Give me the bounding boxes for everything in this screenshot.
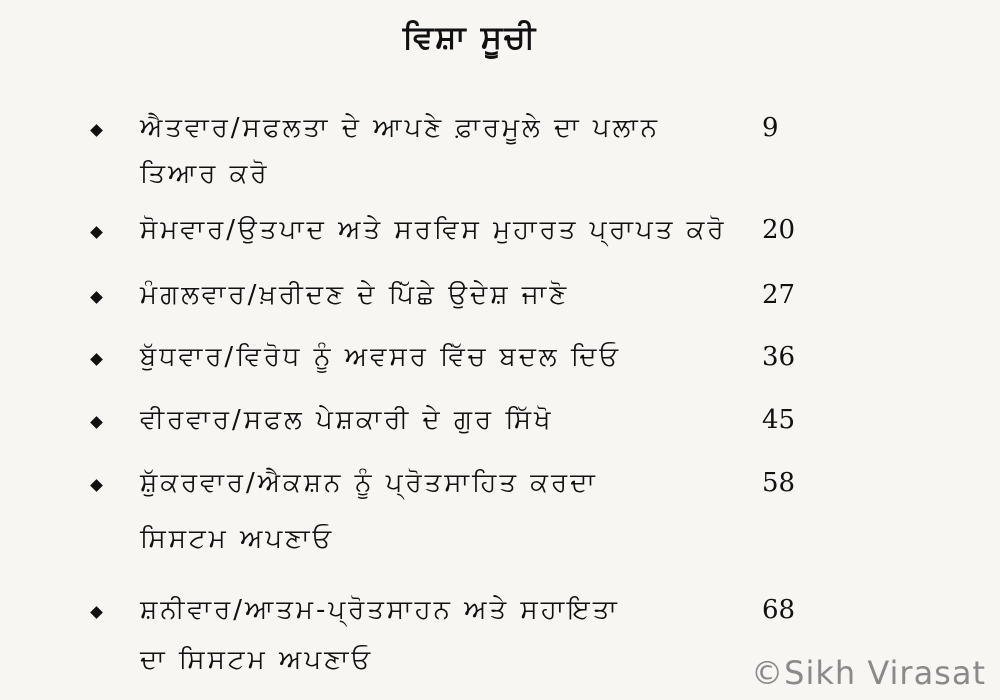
diamond-bullet-icon	[90, 416, 103, 429]
toc-entry-title-continued: ਦਾ ਸਿਸਟਮ ਅਪਣਾਓ	[140, 645, 374, 675]
toc-entry-title: ਐਤਵਾਰ/ਸਫਲਤਾ ਦੇ ਆਪਣੇ ਫ਼ਾਰਮੂਲੇ ਦਾ ਪਲਾਨ	[140, 113, 660, 143]
toc-entry-title: ਸ਼ੁੱਕਰਵਾਰ/ਐਕਸ਼ਨ ਨੂੰ ਪ੍ਰੋਤਸਾਹਿਤ ਕਰਦਾ	[140, 468, 598, 498]
toc-page-number: 68	[762, 595, 796, 625]
toc-page-number: 58	[762, 468, 796, 498]
diamond-bullet-icon	[90, 124, 103, 137]
page-title: ਵਿਸ਼ਾ ਸੂਚੀ	[402, 18, 538, 56]
toc-entry-title: ਮੰਗਲਵਾਰ/ਖ਼ਰੀਦਣ ਦੇ ਪਿੱਛੇ ਉਦੇਸ਼ ਜਾਣੋ	[140, 280, 570, 310]
toc-page-number: 45	[762, 405, 796, 435]
toc-entry-title-continued: ਤਿਆਰ ਕਰੋ	[140, 159, 270, 189]
toc-entry-title: ਬੁੱਧਵਾਰ/ਵਿਰੋਧ ਨੂੰ ਅਵਸਰ ਵਿੱਚ ਬਦਲ ਦਿਓ	[140, 342, 622, 372]
diamond-bullet-icon	[90, 606, 103, 619]
toc-page-number: 36	[762, 342, 796, 372]
diamond-bullet-icon	[90, 479, 103, 492]
diamond-bullet-icon	[90, 353, 103, 366]
toc-entry-title: ਵੀਰਵਾਰ/ਸਫਲ ਪੇਸ਼ਕਾਰੀ ਦੇ ਗੁਰ ਸਿੱਖੋ	[140, 405, 554, 435]
toc-page-number: 9	[762, 113, 779, 143]
toc-entry-title: ਸ਼ਨੀਵਾਰ/ਆਤਮ-ਪ੍ਰੋਤਸਾਹਨ ਅਤੇ ਸਹਾਇਤਾ	[140, 595, 620, 625]
copyright-watermark: ©Sikh Virasat	[751, 654, 986, 692]
diamond-bullet-icon	[90, 226, 103, 239]
diamond-bullet-icon	[90, 291, 103, 304]
toc-page-number: 20	[762, 215, 796, 245]
toc-entry-title-continued: ਸਿਸਟਮ ਅਪਣਾਓ	[140, 524, 335, 554]
toc-page-number: 27	[762, 280, 796, 310]
toc-entry-title: ਸੋਮਵਾਰ/ਉਤਪਾਦ ਅਤੇ ਸਰਵਿਸ ਮੁਹਾਰਤ ਪ੍ਰਾਪਤ ਕਰੋ	[140, 215, 727, 245]
